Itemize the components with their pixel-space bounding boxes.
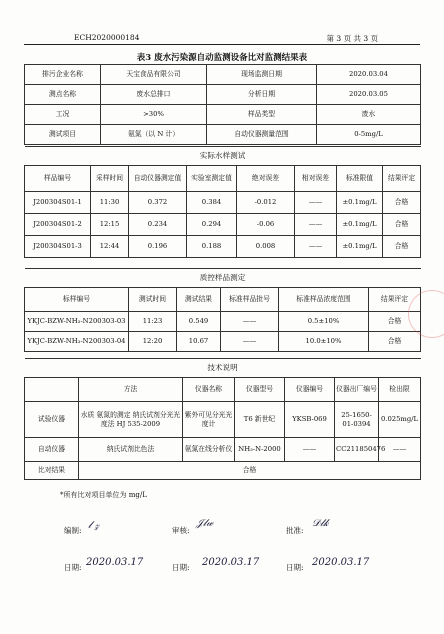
footnote: *所有比对项目单位为 mg/L — [60, 491, 147, 499]
col-header: 标准限值 — [337, 166, 383, 192]
col-header: 实验室测定值 — [187, 166, 237, 192]
cell: ±0.1mg/L — [337, 236, 383, 258]
info-row — [25, 65, 421, 85]
col-header: 标准样品批号 — [221, 288, 279, 312]
info-value: 2020.03.04 — [317, 65, 421, 85]
cell: 0.5±10% — [279, 312, 369, 332]
cell: NH₃-N-2000 — [235, 438, 285, 462]
cell: 合格 — [383, 236, 421, 258]
cell: 11:23 — [129, 312, 177, 332]
cell: 合格 — [383, 214, 421, 236]
compile-signature: 𝓁 𝓏 — [88, 520, 100, 531]
table-row — [25, 402, 421, 438]
cell: 12:44 — [91, 236, 129, 258]
cell: 25-1650-01-0394 — [335, 402, 379, 438]
review-label: 审核: — [172, 526, 190, 535]
cell: 0.234 — [129, 214, 187, 236]
cell: —— — [221, 312, 279, 332]
table-row — [25, 312, 421, 332]
info-label: 现场监测日期 — [207, 65, 317, 85]
info-value: >30% — [101, 105, 207, 125]
cell: T6 新世纪 — [235, 402, 285, 438]
col-header: 结果评定 — [369, 288, 421, 312]
info-value: 氨氮（以 N 计） — [101, 125, 207, 145]
col-header: 结果评定 — [383, 166, 421, 192]
review-date-label: 日期: — [172, 563, 190, 572]
table-row — [25, 236, 421, 258]
cell: 0.025mg/L — [379, 402, 421, 438]
table-title: 表3 废水污染源自动监测设备比对监测结果表 — [136, 53, 308, 63]
table-row — [25, 332, 421, 352]
cell: —— — [285, 438, 335, 462]
table-row — [25, 438, 421, 462]
review-signature: 𝒥𝓁𝓌 — [196, 518, 214, 529]
approve-date: 2020.03.17 — [312, 557, 370, 568]
info-value: 废水总排口 — [101, 85, 207, 105]
cell: 12:20 — [129, 332, 177, 352]
cell: 0.384 — [187, 192, 237, 214]
cell: 合格 — [369, 332, 421, 352]
col-header: 仪器名称 — [183, 378, 235, 402]
section-heading-tech: 技术说明 — [25, 359, 421, 378]
col-header: 方法 — [79, 378, 183, 402]
cell: 试验仪器 — [25, 402, 79, 438]
cell: 0.188 — [187, 236, 237, 258]
col-header: 标样编号 — [25, 288, 129, 312]
cell: 紫外可见分光光度计 — [183, 402, 235, 438]
info-label: 测试项目 — [25, 125, 101, 145]
col-header: 仪器型号 — [235, 378, 285, 402]
cell: 0.372 — [129, 192, 187, 214]
section-heading-qc: 质控样品测定 — [25, 269, 421, 288]
col-header: 相对误差 — [295, 166, 337, 192]
col-header: 检出限 — [379, 378, 421, 402]
actual-header-row — [25, 166, 421, 192]
approve-date-label: 日期: — [286, 563, 304, 572]
compile-date-label: 日期: — [64, 563, 82, 572]
cell: —— — [295, 236, 337, 258]
col-header: 绝对误差 — [237, 166, 295, 192]
info-label: 排污企业名称 — [25, 65, 101, 85]
info-value: 废水 — [317, 105, 421, 125]
table-row — [25, 214, 421, 236]
info-label: 分析日期 — [207, 85, 317, 105]
cell: CC211850476 — [335, 438, 379, 462]
result-value: 合格 — [79, 462, 421, 480]
cell: ±0.1mg/L — [337, 214, 383, 236]
cell: 10.67 — [177, 332, 221, 352]
cell: 0.294 — [187, 214, 237, 236]
cell: 纳氏试剂比色法 — [79, 438, 183, 462]
cell: 11:30 — [91, 192, 129, 214]
cell: 水质 氨氮的测定 纳氏试剂分光光度法 HJ 535-2009 — [79, 402, 183, 438]
col-header: 测试时间 — [129, 288, 177, 312]
info-label: 工况 — [25, 105, 101, 125]
qc-table — [24, 268, 421, 352]
tech-header-row — [25, 378, 421, 402]
cell: 0.008 — [237, 236, 295, 258]
info-table — [24, 64, 421, 145]
cell: YKJC-BZW-NH₃-N200303-04 — [25, 332, 129, 352]
info-value: 天宝食品有限公司 — [101, 65, 207, 85]
cell: 0.196 — [129, 236, 187, 258]
header-rule — [24, 44, 420, 45]
cell: 10.0±10% — [279, 332, 369, 352]
col-header: 自动仪器测定值 — [129, 166, 187, 192]
cell: YKJC-BZW-NH₃-N200303-03 — [25, 312, 129, 332]
empty-header-cell — [25, 378, 79, 402]
cell: 自动仪器 — [25, 438, 79, 462]
info-row — [25, 125, 421, 145]
cell: -0.06 — [237, 214, 295, 236]
col-header: 仪器编号 — [285, 378, 335, 402]
table-row — [25, 192, 421, 214]
cell: 12:15 — [91, 214, 129, 236]
cell: —— — [295, 192, 337, 214]
cell: —— — [221, 332, 279, 352]
actual-test-table — [24, 146, 421, 258]
compile-date: 2020.03.17 — [86, 557, 144, 568]
cell: YKSB-069 — [285, 402, 335, 438]
col-header: 样品编号 — [25, 166, 91, 192]
review-date: 2020.03.17 — [202, 557, 260, 568]
cell: J200304S01-2 — [25, 214, 91, 236]
info-row — [25, 105, 421, 125]
info-label: 样品类型 — [207, 105, 317, 125]
cell: —— — [295, 214, 337, 236]
approve-signature: 𝒟𝓁𝓀 — [312, 518, 329, 529]
col-header: 测试结果 — [177, 288, 221, 312]
compile-label: 编制: — [64, 526, 82, 535]
col-header: 标准样品浓度范围 — [279, 288, 369, 312]
cell: -0.012 — [237, 192, 295, 214]
info-label: 自动仪器测量范围 — [207, 125, 317, 145]
qc-header-row — [25, 288, 421, 312]
col-header: 仪器出厂编号 — [335, 378, 379, 402]
cell: J200304S01-3 — [25, 236, 91, 258]
info-value: 0-5mg/L — [317, 125, 421, 145]
result-row — [25, 462, 421, 480]
info-value: 2020.03.05 — [317, 85, 421, 105]
info-row — [25, 85, 421, 105]
col-header: 采样时间 — [91, 166, 129, 192]
page-number: 第 3 页 共 3 页 — [326, 34, 378, 43]
cell: ±0.1mg/L — [337, 192, 383, 214]
report-id: ECH2020000184 — [74, 33, 140, 42]
info-label: 测点名称 — [25, 85, 101, 105]
cell: 合格 — [369, 312, 421, 332]
cell: J200304S01-1 — [25, 192, 91, 214]
cell: 合格 — [383, 192, 421, 214]
cell: 0.549 — [177, 312, 221, 332]
approve-label: 批准: — [286, 526, 304, 535]
section-heading-actual: 实际水样测试 — [25, 147, 421, 166]
cell: 氨氮在线分析仪 — [183, 438, 235, 462]
tech-table — [24, 358, 421, 480]
cell: —— — [379, 438, 421, 462]
result-label: 比对结果 — [25, 462, 79, 480]
